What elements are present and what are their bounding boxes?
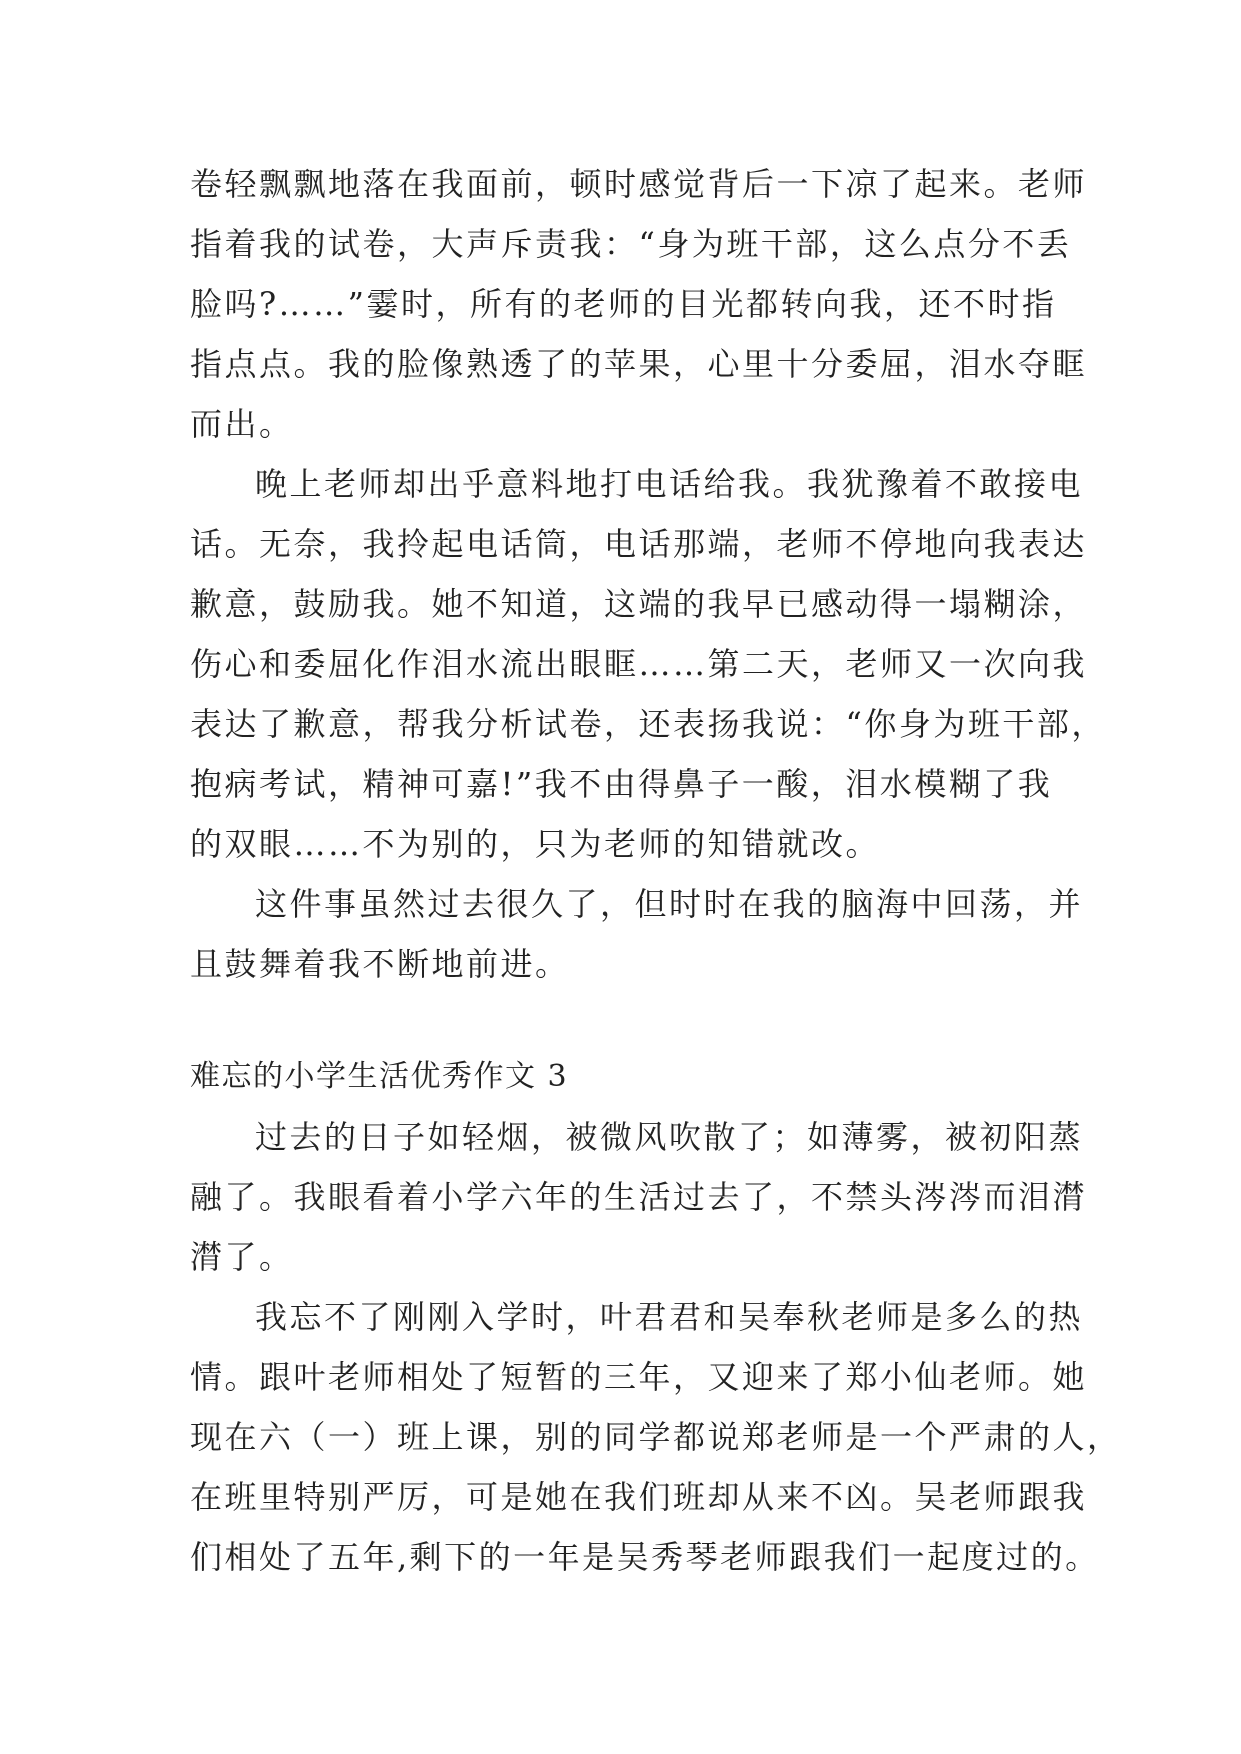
paragraph-line: 现在六（一）班上课，别的同学都说郑老师是一个严肃的人，	[190, 1418, 1122, 1456]
section-title: 难忘的小学生活优秀作文 3	[190, 1059, 569, 1094]
paragraph-line: 们相处了五年,剩下的一年是吴秀琴老师跟我们一起度过的。	[190, 1538, 1100, 1576]
paragraph-line: 指着我的试卷，大声斥责我：“身为班干部，这么点分不丢	[190, 225, 1072, 263]
paragraph-line: 情。跟叶老师相处了短暂的三年，又迎来了郑小仙老师。她	[190, 1358, 1088, 1396]
paragraph-line: 且鼓舞着我不断地前进。	[190, 945, 570, 983]
paragraph-line: 过去的日子如轻烟，被微风吹散了；如薄雾，被初阳蒸	[255, 1118, 1084, 1156]
paragraph-line: 卷轻飘飘地落在我面前，顿时感觉背后一下凉了起来。老师	[190, 165, 1088, 203]
paragraph-line: 伤心和委屈化作泪水流出眼眶……第二天，老师又一次向我	[190, 645, 1088, 683]
paragraph-line: 抱病考试，精神可嘉!”我不由得鼻子一酸，泪水模糊了我	[190, 765, 1053, 803]
paragraph-line: 话。无奈，我拎起电话筒，电话那端，老师不停地向我表达	[190, 525, 1088, 563]
paragraph-line: 我忘不了刚刚入学时，叶君君和吴奉秋老师是多么的热	[255, 1298, 1084, 1336]
paragraph-line: 这件事虽然过去很久了，但时时在我的脑海中回荡，并	[255, 885, 1084, 923]
paragraph-line: 的双眼……不为别的，只为老师的知错就改。	[190, 825, 881, 863]
paragraph-line: 融了。我眼看着小学六年的生活过去了，不禁头涔涔而泪潸	[190, 1178, 1088, 1216]
paragraph-line: 指点点。我的脸像熟透了的苹果，心里十分委屈，泪水夺眶	[190, 345, 1088, 383]
paragraph-line: 而出。	[190, 405, 294, 443]
paragraph-line: 脸吗?……”霎时，所有的老师的目光都转向我，还不时指	[190, 285, 1057, 323]
paragraph-line: 表达了歉意，帮我分析试卷，还表扬我说：“你身为班干部，	[190, 705, 1106, 743]
paragraph-line: 在班里特别严厉，可是她在我们班却从来不凶。吴老师跟我	[190, 1478, 1088, 1516]
paragraph-line: 歉意，鼓励我。她不知道，这端的我早已感动得一塌糊涂，	[190, 585, 1088, 623]
paragraph-line: 晚上老师却出乎意料地打电话给我。我犹豫着不敢接电	[255, 465, 1084, 503]
paragraph-line: 潸了。	[190, 1238, 294, 1276]
